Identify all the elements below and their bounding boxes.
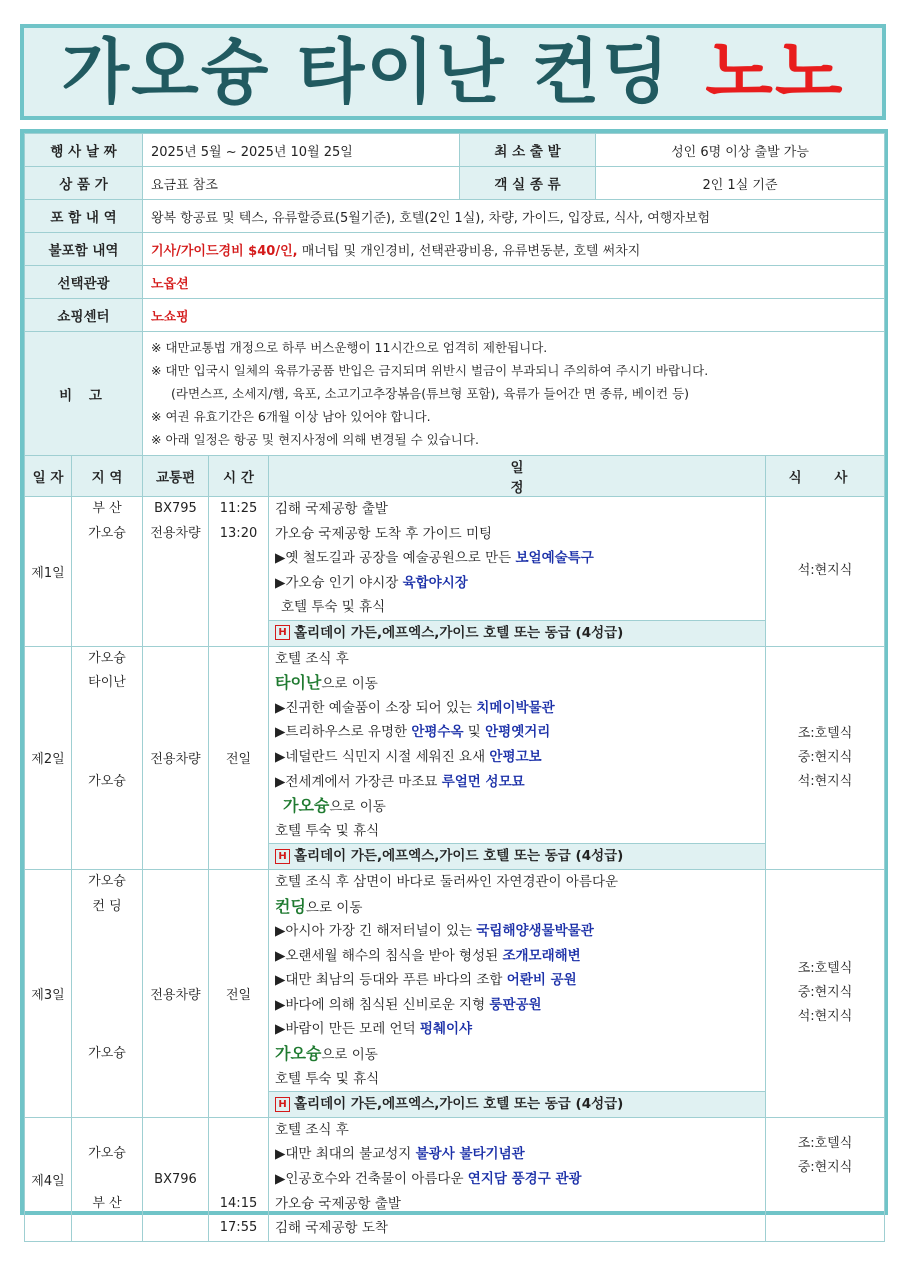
- info-row-notes: [25, 332, 885, 456]
- itinerary-line: 김해 국제공항 출발: [275, 501, 388, 517]
- transport: 전용차량: [143, 869, 209, 1117]
- region-cell: [72, 869, 143, 1117]
- meal-cell: [766, 497, 885, 647]
- flight-number: BX795: [154, 501, 197, 516]
- attraction-name: 국립해양생물박물관: [476, 923, 594, 940]
- schedule-header: [25, 456, 885, 497]
- meal: 중:현지식: [797, 985, 853, 1001]
- itinerary-line: [275, 944, 759, 969]
- itinerary-line: [275, 993, 759, 1018]
- min-departure-label: 최 소 출 발: [460, 134, 596, 167]
- itinerary-text: ▶가오슝 인기 야시장: [275, 574, 403, 591]
- itinerary-line: [275, 571, 759, 596]
- itinerary-line: 가오슝 국제공항 출발: [275, 1195, 401, 1212]
- info-row-price: [25, 167, 885, 200]
- excluded-value: [143, 233, 885, 266]
- region-cell: [72, 646, 143, 869]
- note-item: ※ 여권 유효기간은 6개월 이상 남아 있어야 합니다.: [151, 409, 431, 424]
- itinerary-text: ▶오랜세월 해수의 침식을 받아 형성된: [275, 947, 503, 964]
- attraction-name: 육합야시장: [402, 574, 468, 591]
- region: 가오슝: [88, 1046, 126, 1062]
- attraction-name: 안평고보: [489, 748, 542, 765]
- region: 컨 딩: [92, 898, 122, 914]
- header-transport: 교통편: [143, 456, 209, 497]
- time: 11:25: [219, 501, 258, 516]
- attraction-name: 안평수옥: [411, 724, 464, 741]
- itinerary-line: [275, 895, 759, 920]
- meal: 중:현지식: [797, 1159, 853, 1175]
- title-banner: [20, 24, 886, 120]
- schedule-row-day1: [25, 497, 885, 647]
- region: 가오슝: [88, 1146, 126, 1162]
- attraction-name: 연지담 풍경구 관광: [467, 1171, 582, 1188]
- page-title: [61, 31, 845, 113]
- hotel-text: 홀리데이 가든,에프엑스,가이드 호텔 또는 동급 (4성급): [294, 848, 624, 865]
- destination-name: 컨딩: [275, 896, 306, 916]
- attraction-name: 치메이박물관: [476, 699, 555, 716]
- itinerary-line: 김해 국제공항 도착: [275, 1220, 388, 1237]
- itinerary-cell: [269, 497, 766, 647]
- excluded-rest: 매너팁 및 개인경비, 선택관광비용, 유류변동분, 호텔 써차지: [297, 243, 641, 259]
- hotel-line: [269, 620, 765, 646]
- excluded-guide-fee: 기사/가이드경비 $40/인,: [151, 243, 298, 259]
- time: 17:55: [219, 1220, 258, 1236]
- room-type-label: 객 실 종 류: [460, 167, 596, 200]
- info-row-shopping: [25, 299, 885, 332]
- region: 가오슝: [88, 773, 126, 789]
- event-date-value: 2025년 5월 ~ 2025년 10월 25일: [143, 134, 460, 167]
- optional-label: 선택관광: [25, 266, 143, 299]
- transport-cell: [143, 497, 209, 647]
- notes-list: [143, 332, 885, 456]
- itinerary-line: [275, 745, 759, 770]
- schedule-table: [24, 455, 885, 1242]
- hotel-text: 홀리데이 가든,에프엑스,가이드 호텔 또는 동급 (4성급): [294, 1096, 624, 1113]
- region: 가오슝: [88, 650, 126, 666]
- room-type-value: 2인 1실 기준: [596, 167, 885, 200]
- event-date-label: 행 사 날 짜: [25, 134, 143, 167]
- hotel-line: [269, 843, 765, 869]
- region: 부 산: [92, 501, 122, 516]
- note-item: ※ 아래 일정은 항공 및 현지사정에 의해 변경될 수 있습니다.: [151, 432, 479, 447]
- region-cell: [72, 1117, 143, 1241]
- attraction-name: 룽판공원: [489, 996, 542, 1013]
- price-value: 요금표 참조: [143, 167, 460, 200]
- shopping-label: 쇼핑센터: [25, 299, 143, 332]
- included-value: 왕복 항공료 및 텍스, 유류할증료(5월기준), 호텔(2인 1실), 차량, 가이드, 입장료, 식사, 여행자보험: [143, 200, 885, 233]
- itinerary-line: 호텔 투숙 및 휴식: [281, 599, 386, 616]
- itinerary-document: [20, 129, 888, 1237]
- title-accent: 노노: [705, 31, 845, 113]
- itinerary-line: 호텔 조식 후: [275, 650, 349, 667]
- itinerary-line: [275, 794, 759, 819]
- itinerary-text: 으로 이동: [305, 899, 363, 916]
- region: 가오슝: [88, 525, 126, 541]
- itinerary-text: 으로 이동: [329, 799, 386, 816]
- notes-label: 비 고: [25, 332, 143, 456]
- itinerary-text: ▶전세계에서 가장큰 마조묘: [275, 773, 442, 790]
- itinerary-line: 호텔 조식 후: [275, 1121, 349, 1138]
- time-cell: [209, 1117, 269, 1241]
- hotel-icon: H: [275, 849, 290, 864]
- info-row-included: [25, 200, 885, 233]
- itinerary-line: 호텔 투숙 및 휴식: [275, 1070, 380, 1087]
- day-label: 제3일: [25, 869, 72, 1117]
- meal: 석:현지식: [797, 1009, 853, 1025]
- itinerary-text: ▶인공호수와 건축물이 아름다운: [275, 1171, 468, 1188]
- itinerary-text: 및: [463, 724, 486, 741]
- schedule-row-day4: [25, 1117, 885, 1241]
- note-item: ※ 대만교통법 개정으로 하루 버스운행이 11시간으로 엄격히 제한됩니다.: [151, 340, 548, 355]
- itinerary-line: [275, 671, 759, 696]
- attraction-name: 루얼먼 성모묘: [441, 773, 525, 790]
- attraction-name: 조개모래해변: [502, 947, 581, 964]
- info-row-optional: [25, 266, 885, 299]
- day-label: 제2일: [25, 646, 72, 869]
- time: 14:15: [219, 1195, 258, 1211]
- note-item: (라면스프, 소세지/햄, 육포, 소고기고추장볶음(튜브형 포함), 육류가 들어간 면 종류, 베이컨 등): [171, 386, 690, 401]
- itinerary-text: ▶옛 철도길과 공장을 예술공원으로 만든: [275, 550, 516, 567]
- itinerary-line: [275, 1042, 759, 1067]
- price-label: 상 품 가: [25, 167, 143, 200]
- attraction-name: 보얼예술특구: [515, 550, 594, 567]
- itinerary-line: 호텔 조식 후 삼면이 바다로 둘러싸인 자연경관이 아름다운: [275, 873, 619, 890]
- attraction-name: 펑췌이샤: [419, 1021, 473, 1038]
- itinerary-cell: [269, 1117, 766, 1241]
- info-row-excluded: [25, 233, 885, 266]
- info-table: [24, 133, 885, 456]
- meal-cell: [766, 646, 885, 869]
- itinerary-text: ▶아시아 가장 긴 해저터널이 있는: [275, 923, 477, 940]
- included-label: 포 함 내 역: [25, 200, 143, 233]
- itinerary-cell: [269, 869, 766, 1117]
- meal: 석:현지식: [797, 563, 853, 579]
- itinerary-text: ▶바다에 의해 침식된 신비로운 지형: [275, 996, 490, 1013]
- header-itinerary: 일 정: [269, 456, 766, 497]
- attraction-name: 안평옛거리: [485, 724, 551, 741]
- meal: 중:현지식: [797, 749, 853, 765]
- itinerary-line: [275, 546, 759, 571]
- time: 전일: [209, 869, 269, 1117]
- time: 전일: [209, 646, 269, 869]
- transport: 전용차량: [150, 525, 201, 541]
- optional-value: 노옵션: [143, 266, 885, 299]
- itinerary-text: 으로 이동: [321, 1047, 378, 1064]
- day-label: 제1일: [25, 497, 72, 647]
- itinerary-line: [275, 696, 759, 721]
- note-item: ※ 대만 입국시 일체의 육류가공품 반입은 금지되며 위반시 벌금이 부과되니 주의하여 주시기 바랍니다.: [151, 363, 709, 378]
- flight-number: BX796: [143, 1117, 209, 1241]
- meal: 조:호텔식: [797, 725, 853, 741]
- meal-cell: [766, 1117, 885, 1241]
- schedule-row-day3: [25, 869, 885, 1117]
- region-cell: [72, 497, 143, 647]
- meal: 석:현지식: [797, 773, 853, 789]
- hotel-line: [269, 1091, 765, 1117]
- min-departure-value: 성인 6명 이상 출발 가능: [596, 134, 885, 167]
- meal-cell: [766, 869, 885, 1117]
- info-row-date: [25, 134, 885, 167]
- itinerary-line: 호텔 투숙 및 휴식: [275, 822, 380, 839]
- time-cell: [209, 497, 269, 647]
- region: 부 산: [92, 1195, 122, 1211]
- region: 타이난: [88, 675, 126, 691]
- header-meal: 식 사: [766, 456, 885, 497]
- itinerary-line: [275, 1167, 759, 1192]
- itinerary-line: [275, 968, 759, 993]
- itinerary-line: [275, 1017, 759, 1042]
- destination-name: 타이난: [275, 673, 322, 693]
- hotel-icon: H: [275, 1097, 290, 1112]
- itinerary-text: ▶바람이 만든 모레 언덕: [275, 1021, 420, 1038]
- time: 13:20: [219, 525, 258, 541]
- itinerary-text: 으로 이동: [321, 676, 378, 693]
- itinerary-line: [275, 1142, 759, 1167]
- header-time: 시 간: [209, 456, 269, 497]
- header-region: 지 역: [72, 456, 143, 497]
- destination-name: 가오슝: [275, 1044, 322, 1064]
- transport: 전용차량: [143, 646, 209, 869]
- destination-name: 가오슝: [283, 796, 330, 816]
- itinerary-text: ▶대만 최대의 불교성지: [275, 1146, 416, 1163]
- itinerary-line: [275, 919, 759, 944]
- attraction-name: 불광사 불타기념관: [415, 1146, 525, 1163]
- meal: 조:호텔식: [797, 1135, 853, 1151]
- attraction-name: 어롼비 공원: [506, 972, 577, 989]
- hotel-icon: H: [275, 625, 290, 640]
- itinerary-text: ▶진귀한 예술품이 소장 되어 있는: [275, 699, 477, 716]
- meal: 조:호텔식: [797, 961, 853, 977]
- itinerary-line: [275, 770, 759, 795]
- header-day: 일 자: [25, 456, 72, 497]
- itinerary-text: ▶대만 최남의 등대와 푸른 바다의 조합: [275, 972, 507, 989]
- hotel-text: 홀리데이 가든,에프엑스,가이드 호텔 또는 동급 (4성급): [294, 624, 624, 641]
- day-label: 제4일: [25, 1117, 72, 1241]
- itinerary-line: 가오슝 국제공항 도착 후 가이드 미팅: [275, 525, 493, 542]
- title-main: 가오슝 타이난 컨딩: [61, 31, 672, 113]
- region: 가오슝: [88, 873, 126, 889]
- itinerary-text: ▶트리하우스로 유명한: [275, 724, 412, 741]
- schedule-row-day2: [25, 646, 885, 869]
- itinerary-line: [275, 720, 759, 745]
- itinerary-text: ▶네덜란드 식민지 시절 세워진 요새: [275, 748, 490, 765]
- excluded-label: 불포함 내역: [25, 233, 143, 266]
- itinerary-cell: [269, 646, 766, 869]
- shopping-value: 노쇼핑: [143, 299, 885, 332]
